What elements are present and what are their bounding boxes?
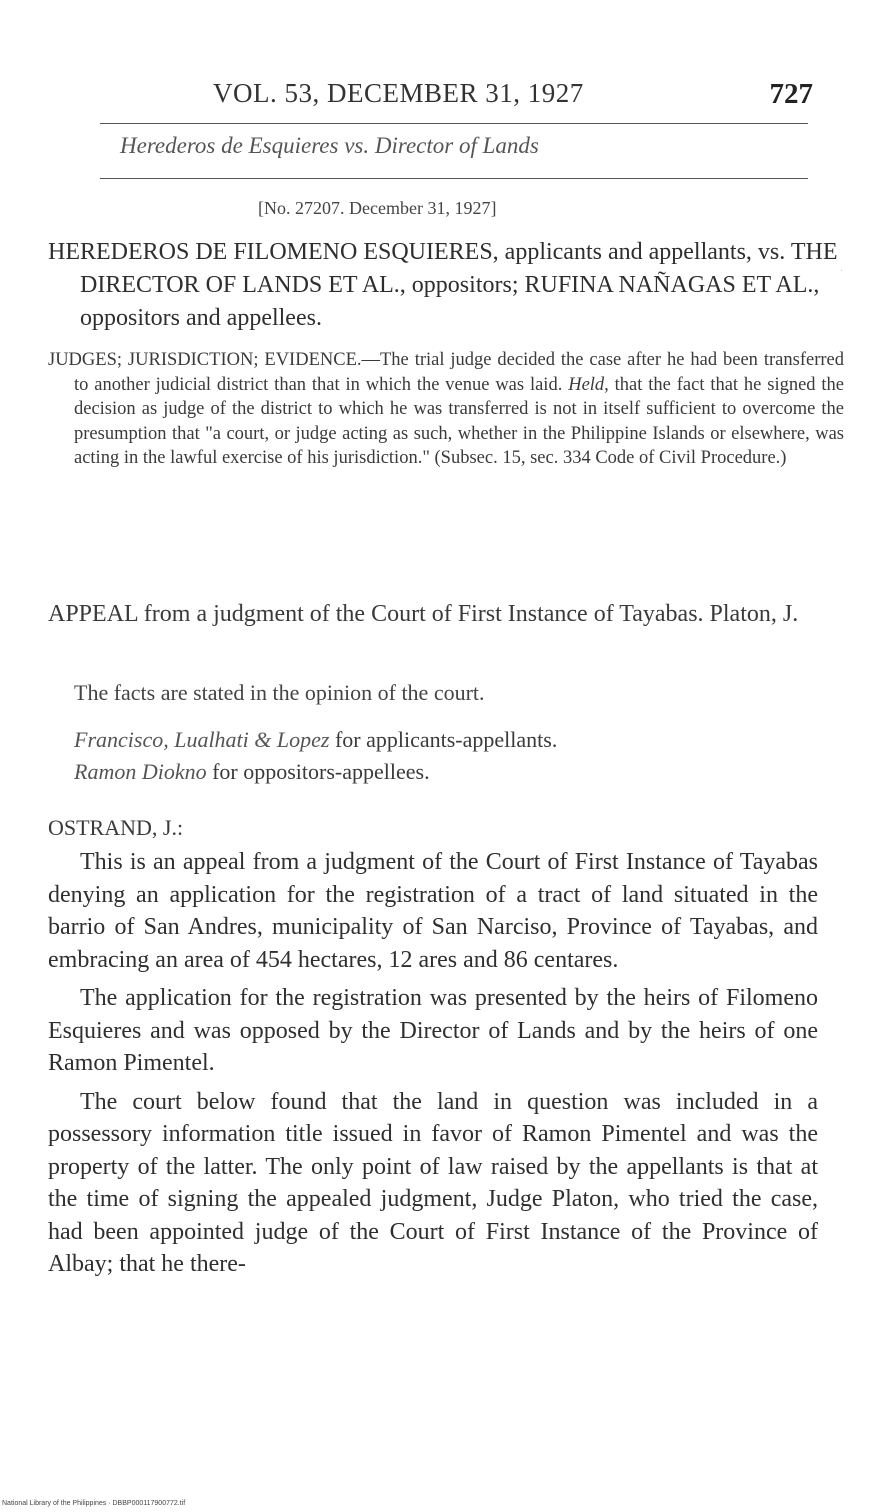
syllabus-heading: JUDGES; JURISDICTION; EVIDENCE. <box>48 350 362 370</box>
opinion-paragraph: The court below found that the land in question was included in a possessory information title issued in favor of Ramon Pimentel and was the property of the latter. The only point of law raised by the appellants is that at the time of signing the appealed judgment, Judge Platon, who tried the case, had been appointed judge of the Court of First Instance of the Province of Albay; that he there- <box>48 1088 818 1277</box>
scan-speck: · <box>840 266 844 277</box>
counsel-name: Ramon Diokno <box>74 759 207 784</box>
opinion-body <box>48 846 818 1287</box>
case-parties: HEREDEROS DE FILOMENO ESQUIERES, applicants and appellants, vs. THE DIRECTOR OF LANDS ET AL., oppositors; RUFINA NAÑAGAS ET AL., oppositors and appellees. <box>48 239 838 331</box>
counsel-role: for oppositors-appellees. <box>212 759 430 784</box>
page-number: 727 <box>769 78 813 110</box>
appeal-text: from a judgment of the Court of First Instance of Tayabas. Platon, J. <box>143 601 799 627</box>
case-number: [No. 27207. December 31, 1927] <box>258 198 497 218</box>
counsel-name: Francisco, Lualhati & Lopez <box>74 727 330 752</box>
appeal-label: APPEAL <box>48 601 138 627</box>
volume-header: VOL. 53, DECEMBER 31, 1927 <box>213 78 584 108</box>
counsel-role: for applicants-appellants. <box>334 727 558 752</box>
counsel-line <box>74 727 834 753</box>
counsel-line <box>74 759 834 785</box>
running-title: Herederos de Esquieres vs. Director of Lands <box>120 133 539 158</box>
opinion-paragraph: This is an appeal from a judgment of the Court of First Instance of Tayabas denying an application for the registration of a tract of land situated in the barrio of San Andres, municipality of San Narciso, Province of Tayabas, and embracing an area of 454 hectares, 12 ares and 86 centares. <box>48 849 818 973</box>
syllabus-held: Held, <box>568 374 609 395</box>
header-rule-top <box>100 123 808 124</box>
opinion-paragraph: The application for the registration was presented by the heirs of Filomeno Esquieres and was opposed by the Director of Lands and by the heirs of one Ramon Pimentel. <box>48 985 818 1076</box>
header-rule-bottom <box>100 178 808 179</box>
scan-footer: National Library of the Philippines · DBBP000117900772.tif <box>2 1500 186 1507</box>
appeal-line <box>48 598 844 631</box>
ponente: OSTRAND, J.: <box>48 815 184 840</box>
syllabus <box>48 348 844 471</box>
syllabus-text-before: —The trial judge decided the case after he had been transferred to another judicial district than that in which the venue was laid. <box>74 350 844 395</box>
syllabus-text-after: that the fact that he signed the decision as judge of the district to which he was transferred is not in itself sufficient to overcome the presumption that "a court, or judge acting as such, whether in the Philippine Islands or elsewhere, was acting in the lawful exercise of his jurisdiction." (Subsec. 15, sec. 334 Code of Civil Procedure.) <box>74 374 845 468</box>
facts-statement: The facts are stated in the opinion of the court. <box>74 680 485 705</box>
